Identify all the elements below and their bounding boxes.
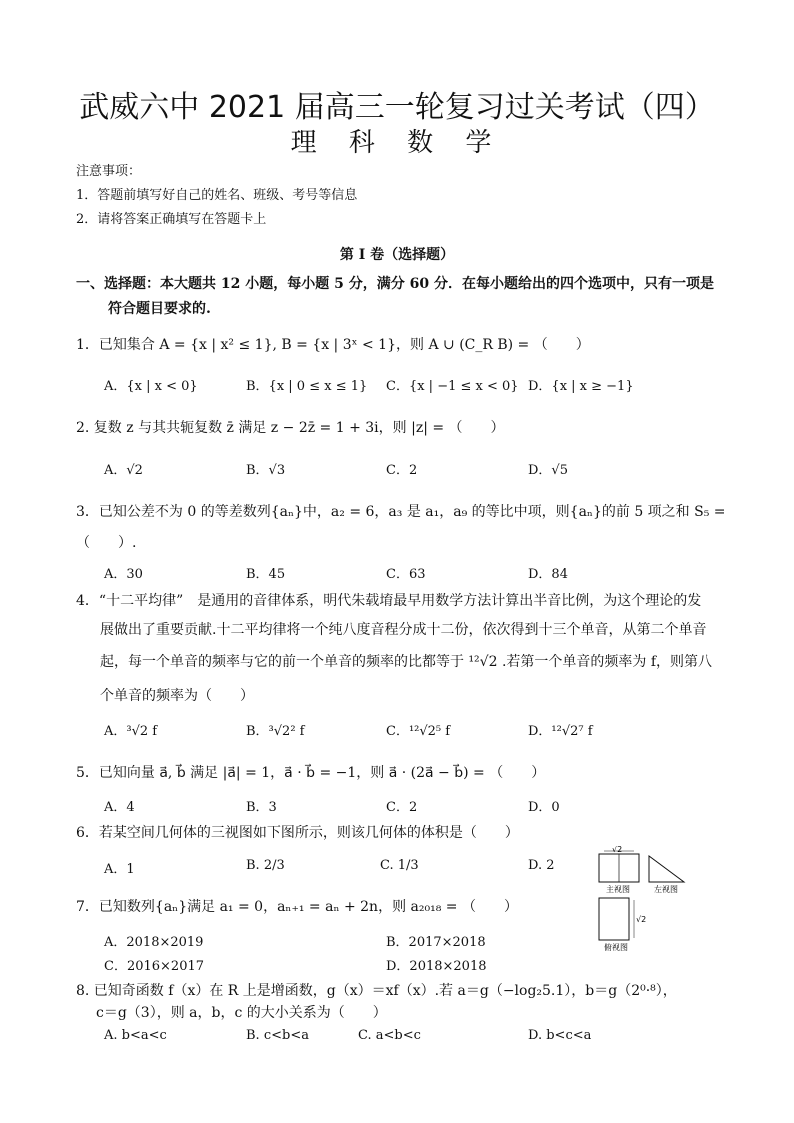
- question-7-stem: 7．已知数列{aₙ}满足 a₁ = 0，aₙ₊₁ = aₙ + 2n，则 a₂₀₁₈ = （ ）: [76, 899, 518, 915]
- q5-option-d: D．0: [528, 800, 560, 815]
- notes-heading: 注意事项：: [76, 164, 142, 179]
- q3-option-a: A．30: [104, 567, 143, 582]
- exam-title: 武威六中 2021 届高三一轮复习过关考试（四）: [79, 90, 715, 125]
- q3-option-c: C．63: [386, 567, 426, 582]
- q1-option-a: A．{x | x < 0}: [104, 379, 198, 394]
- q7-option-b: B．2017×2018: [386, 935, 486, 950]
- question-3-stem: 3．已知公差不为 0 的等差数列{aₙ}中，a₂ = 6，a₃ 是 a₁，a₉ 的等比中项，则{aₙ}的前 5 项之和 S₅ =: [76, 504, 726, 520]
- question-8-stem-cont: c＝g（3），则 a，b，c 的大小关系为（ ）: [96, 1005, 387, 1021]
- q2-option-b: B．√3: [246, 463, 286, 478]
- q6-option-d: D. 2: [528, 858, 555, 873]
- q7-option-d: D．2018×2018: [386, 959, 487, 974]
- q5-option-c: C．2: [386, 800, 418, 815]
- q1-option-c: C．{x | −1 ≤ x < 0}: [386, 379, 519, 394]
- three-view-figure: [594, 846, 704, 958]
- q6-option-a: A．1: [104, 862, 135, 877]
- q5-option-b: B．3: [246, 800, 277, 815]
- q4-option-a: A．³√2 f: [104, 724, 158, 739]
- question-6-stem: 6．若某空间几何体的三视图如下图所示，则该几何体的体积是（ ）: [76, 825, 519, 841]
- q6-option-b: B. 2/3: [246, 858, 285, 873]
- q2-option-d: D．√5: [528, 463, 568, 478]
- question-4-stem: 4．“十二平均律” 是通用的音律体系，明代朱载堉最早用数学方法计算出半音比例，为这个理论的发: [76, 593, 702, 609]
- part-heading: 第 I 卷（选择题）: [339, 247, 455, 263]
- q4-option-d: D．¹²√2⁷ f: [528, 724, 593, 739]
- q8-option-d: D. b<c<a: [528, 1028, 592, 1043]
- question-8-stem: 8. 已知奇函数 f（x）在 R 上是增函数，g（x）＝xf（x）.若 a＝g（−log₂5.1），b＝g（2⁰·⁸），: [76, 983, 677, 999]
- note-item: 2．请将答案正确填写在答题卡上: [76, 212, 267, 227]
- q1-option-d: D．{x | x ≥ −1}: [528, 379, 634, 394]
- top-view: [599, 898, 646, 952]
- top-view-label: 俯视图: [604, 943, 628, 952]
- q5-option-a: A．4: [104, 800, 135, 815]
- side-view: [649, 856, 684, 894]
- q8-option-a: A. b<a<c: [104, 1028, 167, 1043]
- question-5-stem: 5．已知向量 a⃗, b⃗ 满足 |a⃗| = 1，a⃗ · b⃗ = −1，则 a⃗ · (2a⃗ − b⃗) = （ ）: [76, 765, 546, 781]
- section-heading-cont: 符合题目要求的.: [108, 301, 211, 317]
- q7-option-a: A．2018×2019: [104, 935, 204, 950]
- front-dimension: √2: [612, 846, 623, 854]
- exam-subtitle: 理 科 数 学: [290, 128, 504, 158]
- front-view: [599, 846, 639, 894]
- q6-option-c: C. 1/3: [380, 858, 419, 873]
- q3-option-b: B．45: [246, 567, 286, 582]
- q3-option-d: D．84: [528, 567, 568, 582]
- question-4-stem-cont: 起，每一个单音的频率与它的前一个单音的频率的比都等于 ¹²√2 .若第一个单音的频率为 f，则第八: [100, 654, 713, 670]
- q2-option-a: A．√2: [104, 463, 143, 478]
- q8-option-b: B. c<b<a: [246, 1028, 309, 1043]
- q1-option-b: B．{x | 0 ≤ x ≤ 1}: [246, 379, 368, 394]
- front-view-label: 主视图: [606, 885, 630, 894]
- question-3-stem-cont: （ ）.: [76, 535, 137, 551]
- q4-option-c: C．¹²√2⁵ f: [386, 724, 451, 739]
- section-heading: 一、选择题：本大题共 12 小题，每小题 5 分，满分 60 分．在每小题给出的四个选项中，只有一项是: [76, 276, 714, 292]
- note-item: 1．答题前填写好自己的姓名、班级、考号等信息: [76, 188, 358, 203]
- question-4-stem-cont: 个单音的频率为（ ）: [100, 688, 254, 704]
- top-dimension: √2: [636, 915, 647, 924]
- q2-option-c: C．2: [386, 463, 418, 478]
- side-view-label: 左视图: [654, 885, 678, 894]
- question-1-stem: 1．已知集合 A = {x | x² ≤ 1}, B = {x | 3ˣ < 1}，则 A ∪ (C_R B) = （ ）: [76, 337, 590, 353]
- q7-option-c: C．2016×2017: [104, 959, 205, 974]
- q4-option-b: B．³√2² f: [246, 724, 305, 739]
- question-2-stem: 2. 复数 z 与其共轭复数 z̄ 满足 z − 2z̄ = 1 + 3i，则 |z| = （ ）: [76, 420, 505, 436]
- question-4-stem-cont: 展做出了重要贡献.十二平均律将一个纯八度音程分成十二份，依次得到十三个单音，从第二个单音: [100, 622, 707, 638]
- q8-option-c: C. a<b<c: [358, 1028, 421, 1043]
